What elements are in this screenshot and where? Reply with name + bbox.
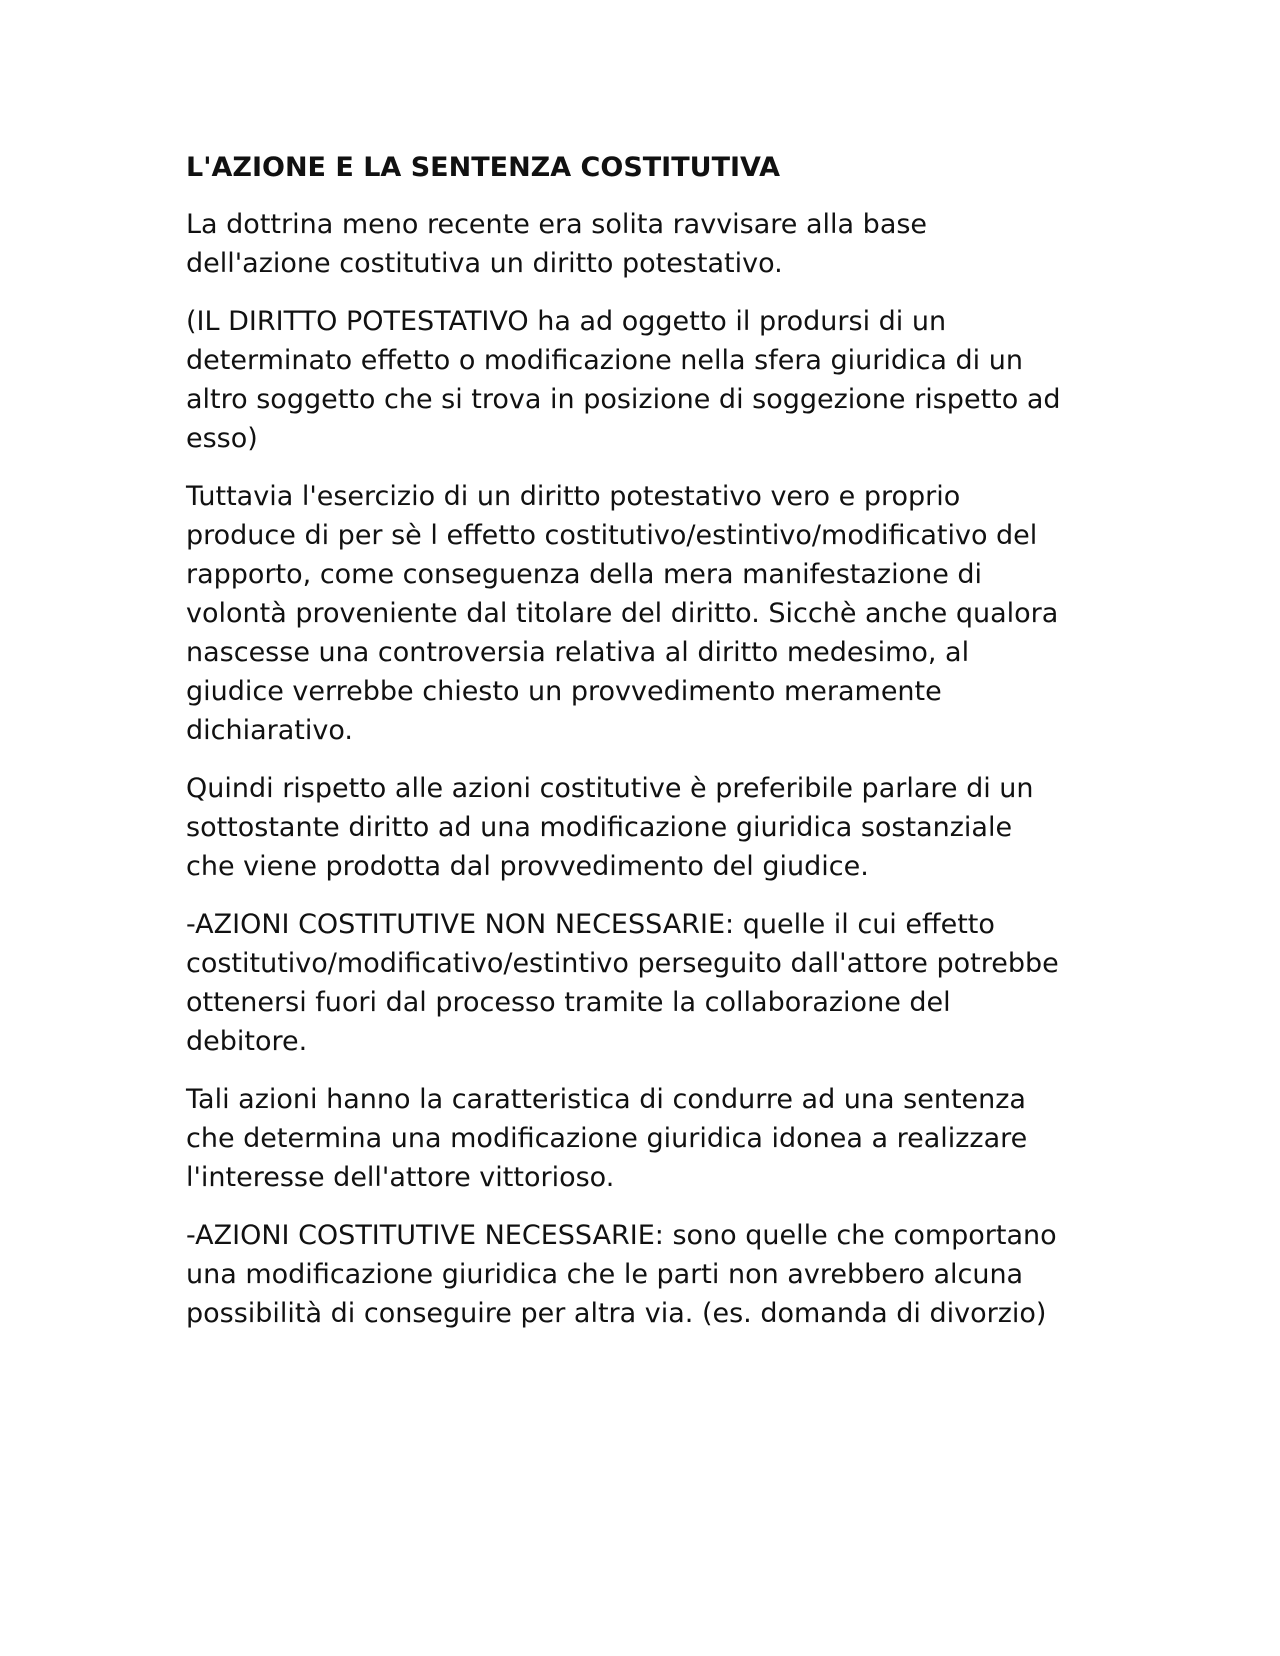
paragraph-2: (IL DIRITTO POTESTATIVO ha ad oggetto il prodursi di un determinato effetto o modificazione nella sfera giuridica di un altro soggetto che si trova in posizione di soggezione rispetto ad esso)	[186, 306, 1061, 454]
paragraph-6: Tali azioni hanno la caratteristica di condurre ad una sentenza che determina una modificazione giuridica idonea a realizzare l'interesse dell'attore vittorioso.	[186, 1084, 1028, 1193]
paragraph-1: La dottrina meno recente era solita ravvisare alla base dell'azione costitutiva un diritto potestativo.	[186, 209, 928, 279]
paragraph-4: Quindi rispetto alle azioni costitutive è preferibile parlare di un sottostante diritto ad una modificazione giuridica sostanziale che viene prodotta dal provvedimento del giudice.	[186, 773, 1034, 882]
document-title: L'AZIONE E LA SENTENZA COSTITUTIVA	[186, 152, 780, 183]
document-page	[186, 148, 1066, 1352]
paragraph-3: Tuttavia l'esercizio di un diritto potestativo vero e proprio produce di per sè l effetto costitutivo/estintivo/modificativo del rapporto, come conseguenza della mera manifestazione di volontà proveniente dal titolare del diritto. Sicchè anche qualora nascesse una controversia relativa al diritto medesimo, al giudice verrebbe chiesto un provvedimento meramente dichiarativo.	[186, 481, 1059, 746]
paragraph-5: -AZIONI COSTITUTIVE NON NECESSARIE: quelle il cui effetto costitutivo/modificativo/estintivo perseguito dall'attore potrebbe ottenersi fuori dal processo tramite la collaborazione del debitore.	[186, 909, 1059, 1057]
paragraph-7: -AZIONI COSTITUTIVE NECESSARIE: sono quelle che comportano una modificazione giuridica che le parti non avrebbero alcuna possibilità di conseguire per altra via. (es. domanda di divorzio)	[186, 1220, 1057, 1329]
